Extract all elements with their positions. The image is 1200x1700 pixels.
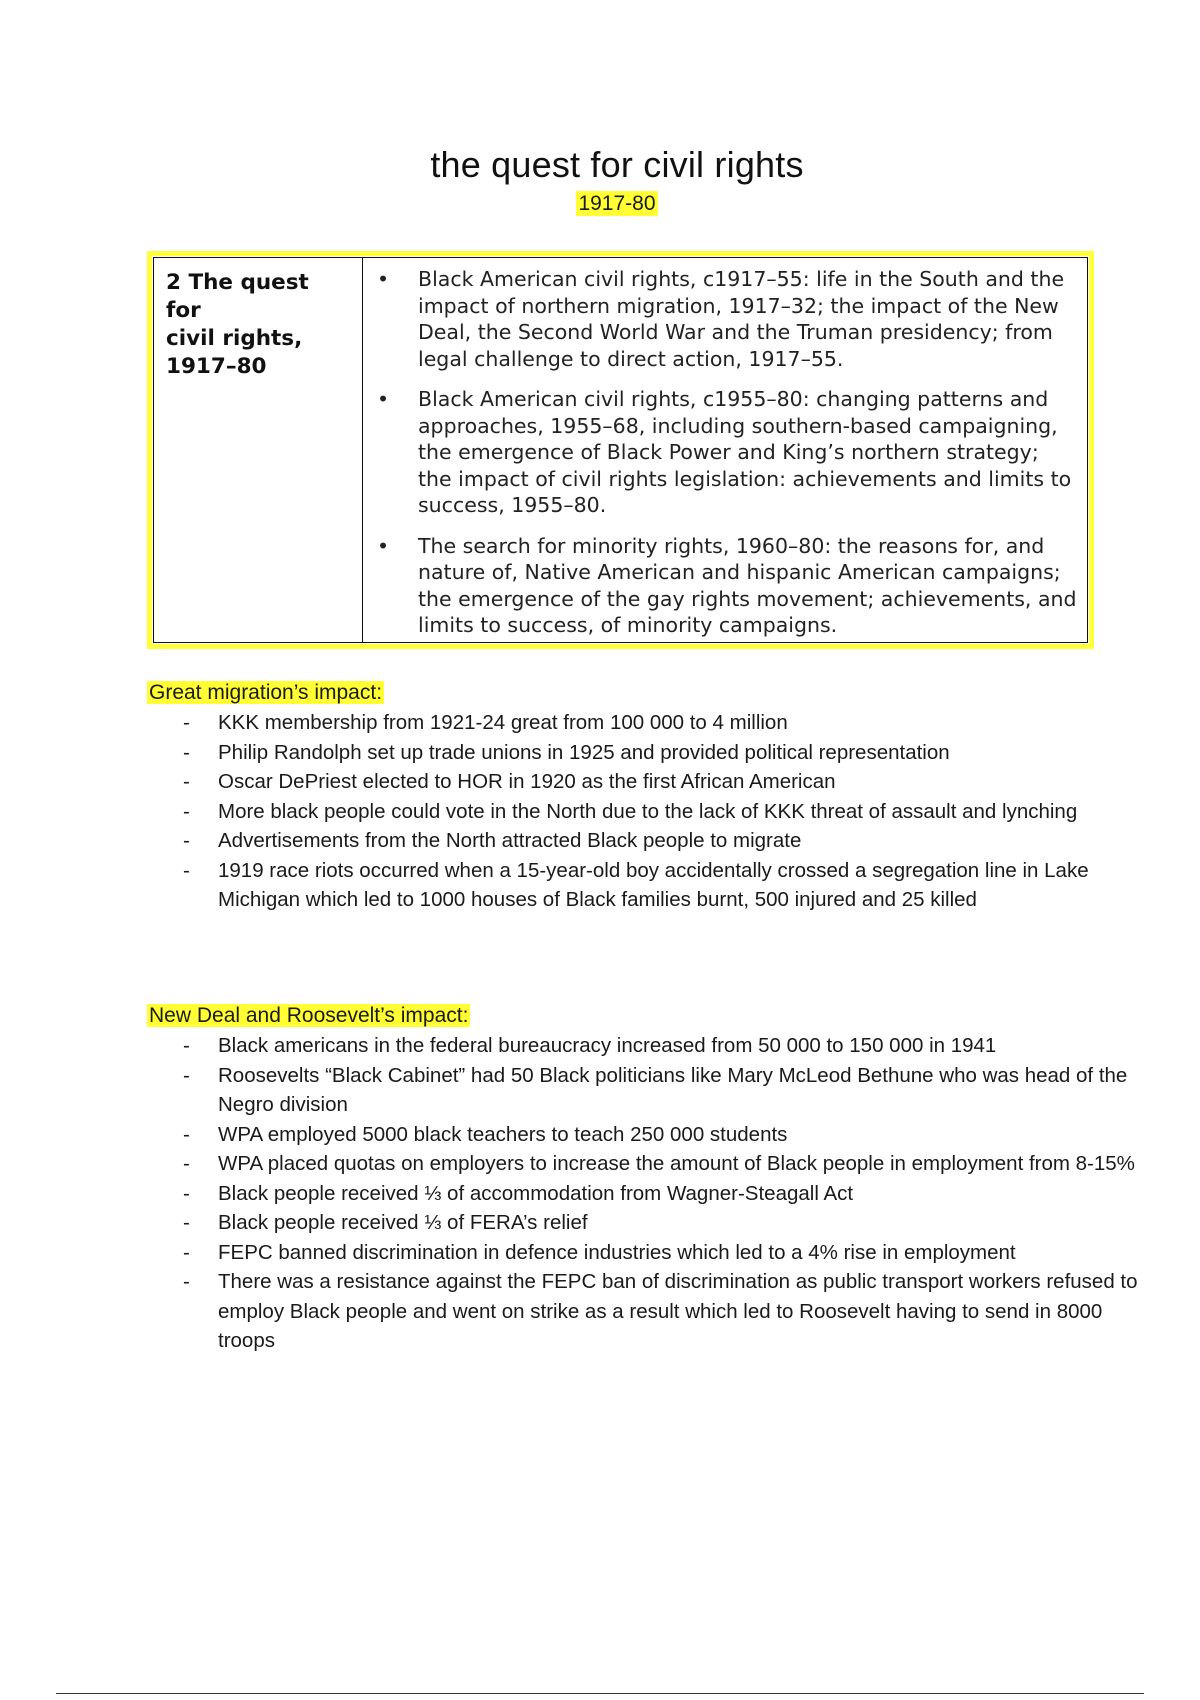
bullet-icon: • bbox=[377, 387, 390, 411]
dash-marker: - bbox=[183, 740, 190, 764]
date-range-highlight: 1917-80 bbox=[578, 192, 656, 215]
specification-points bbox=[363, 258, 1087, 642]
section-heading: New Deal and Roosevelt’s impact: bbox=[149, 1004, 469, 1027]
spec-point-text: Black American civil rights, c1955–80: changing patterns and approaches, 1955–68, including southern-based campaigning, the emergence of Black Power and King’s northern strategy; the impact of civil rights legislation: achievements and limits to success, 1955–80. bbox=[418, 387, 1072, 517]
page-title: the quest for civil rights bbox=[430, 144, 804, 185]
list-item: - More black people could vote in the North due to the lack of KKK threat of assault and lynching bbox=[147, 797, 1147, 827]
list-item: - There was a resistance against the FEPC ban of discrimination as public transport workers refused to employ Black people and went on strike as a result which led to Roosevelt having to send in 8000 troops bbox=[147, 1267, 1147, 1356]
list-item: - Black people received ⅓ of accommodation from Wagner-Steagall Act bbox=[147, 1179, 1147, 1209]
dash-marker: - bbox=[183, 711, 190, 734]
dash-marker: - bbox=[183, 1152, 190, 1175]
section-great-migration bbox=[147, 678, 1147, 915]
footer-rule bbox=[56, 1693, 1144, 1694]
bullet-icon: • bbox=[377, 533, 390, 558]
spec-point bbox=[375, 533, 1077, 639]
specification-box bbox=[147, 251, 1094, 649]
spec-point bbox=[375, 386, 1077, 519]
section-list bbox=[147, 1031, 1147, 1356]
list-item: - Oscar DePriest elected to HOR in 1920 as the first African American bbox=[147, 767, 1147, 797]
specification-table bbox=[153, 257, 1088, 643]
list-item: - Black americans in the federal bureaucracy increased from 50 000 to 150 000 in 1941 bbox=[147, 1031, 1147, 1061]
spec-point-text: Black American civil rights, c1917–55: life in the South and the impact of northern migration, 1917–32; the impact of the New Deal, the Second World War and the Truman presidency; from legal challenge to direct action, 1917–55. bbox=[418, 267, 1065, 371]
dash-marker: - bbox=[183, 1240, 190, 1264]
list-item: - WPA placed quotas on employers to increase the amount of Black people in employment from 8-15% bbox=[147, 1149, 1147, 1179]
dash-marker: - bbox=[183, 1063, 190, 1087]
list-item: - 1919 race riots occurred when a 15-year-old boy accidentally crossed a segregation line in Lake Michigan which led to 1000 houses of Black families burnt, 500 injured and 25 killed bbox=[147, 856, 1147, 915]
list-item: - Philip Randolph set up trade unions in 1925 and provided political representation bbox=[147, 738, 1147, 768]
dash-marker: - bbox=[183, 1270, 190, 1293]
dash-marker: - bbox=[183, 1122, 190, 1146]
section-list bbox=[147, 708, 1147, 915]
section-heading: Great migration’s impact: bbox=[149, 681, 383, 704]
dash-marker: - bbox=[183, 858, 190, 882]
spec-point-text: The search for minority rights, 1960–80: the reasons for, and nature of, Native American and hispanic American campaigns; the emergence of the gay rights movement; achievements, and limits to success, of minority campaigns. bbox=[418, 533, 1077, 637]
list-item: - WPA employed 5000 black teachers to teach 250 000 students bbox=[147, 1120, 1147, 1150]
dash-marker: - bbox=[183, 829, 190, 852]
dash-marker: - bbox=[183, 799, 190, 823]
dash-marker: - bbox=[183, 1211, 190, 1234]
list-item: - FEPC banned discrimination in defence industries which led to a 4% rise in employment bbox=[147, 1238, 1147, 1268]
dash-marker: - bbox=[183, 1181, 190, 1205]
section-new-deal bbox=[147, 1001, 1147, 1356]
specification-heading: 2 The quest for civil rights, 1917–80 bbox=[154, 258, 363, 642]
dash-marker: - bbox=[183, 1034, 190, 1057]
list-item: - Black people received ⅓ of FERA’s relief bbox=[147, 1208, 1147, 1238]
dash-marker: - bbox=[183, 770, 190, 793]
list-item: - Advertisements from the North attracted Black people to migrate bbox=[147, 826, 1147, 856]
list-item: - KKK membership from 1921-24 great from 100 000 to 4 million bbox=[147, 708, 1147, 738]
bullet-icon: • bbox=[377, 267, 390, 291]
list-item: - Roosevelts “Black Cabinet” had 50 Black politicians like Mary McLeod Bethune who was head of the Negro division bbox=[147, 1061, 1147, 1120]
subtitle-wrap bbox=[0, 192, 1200, 216]
spec-point bbox=[375, 266, 1077, 372]
